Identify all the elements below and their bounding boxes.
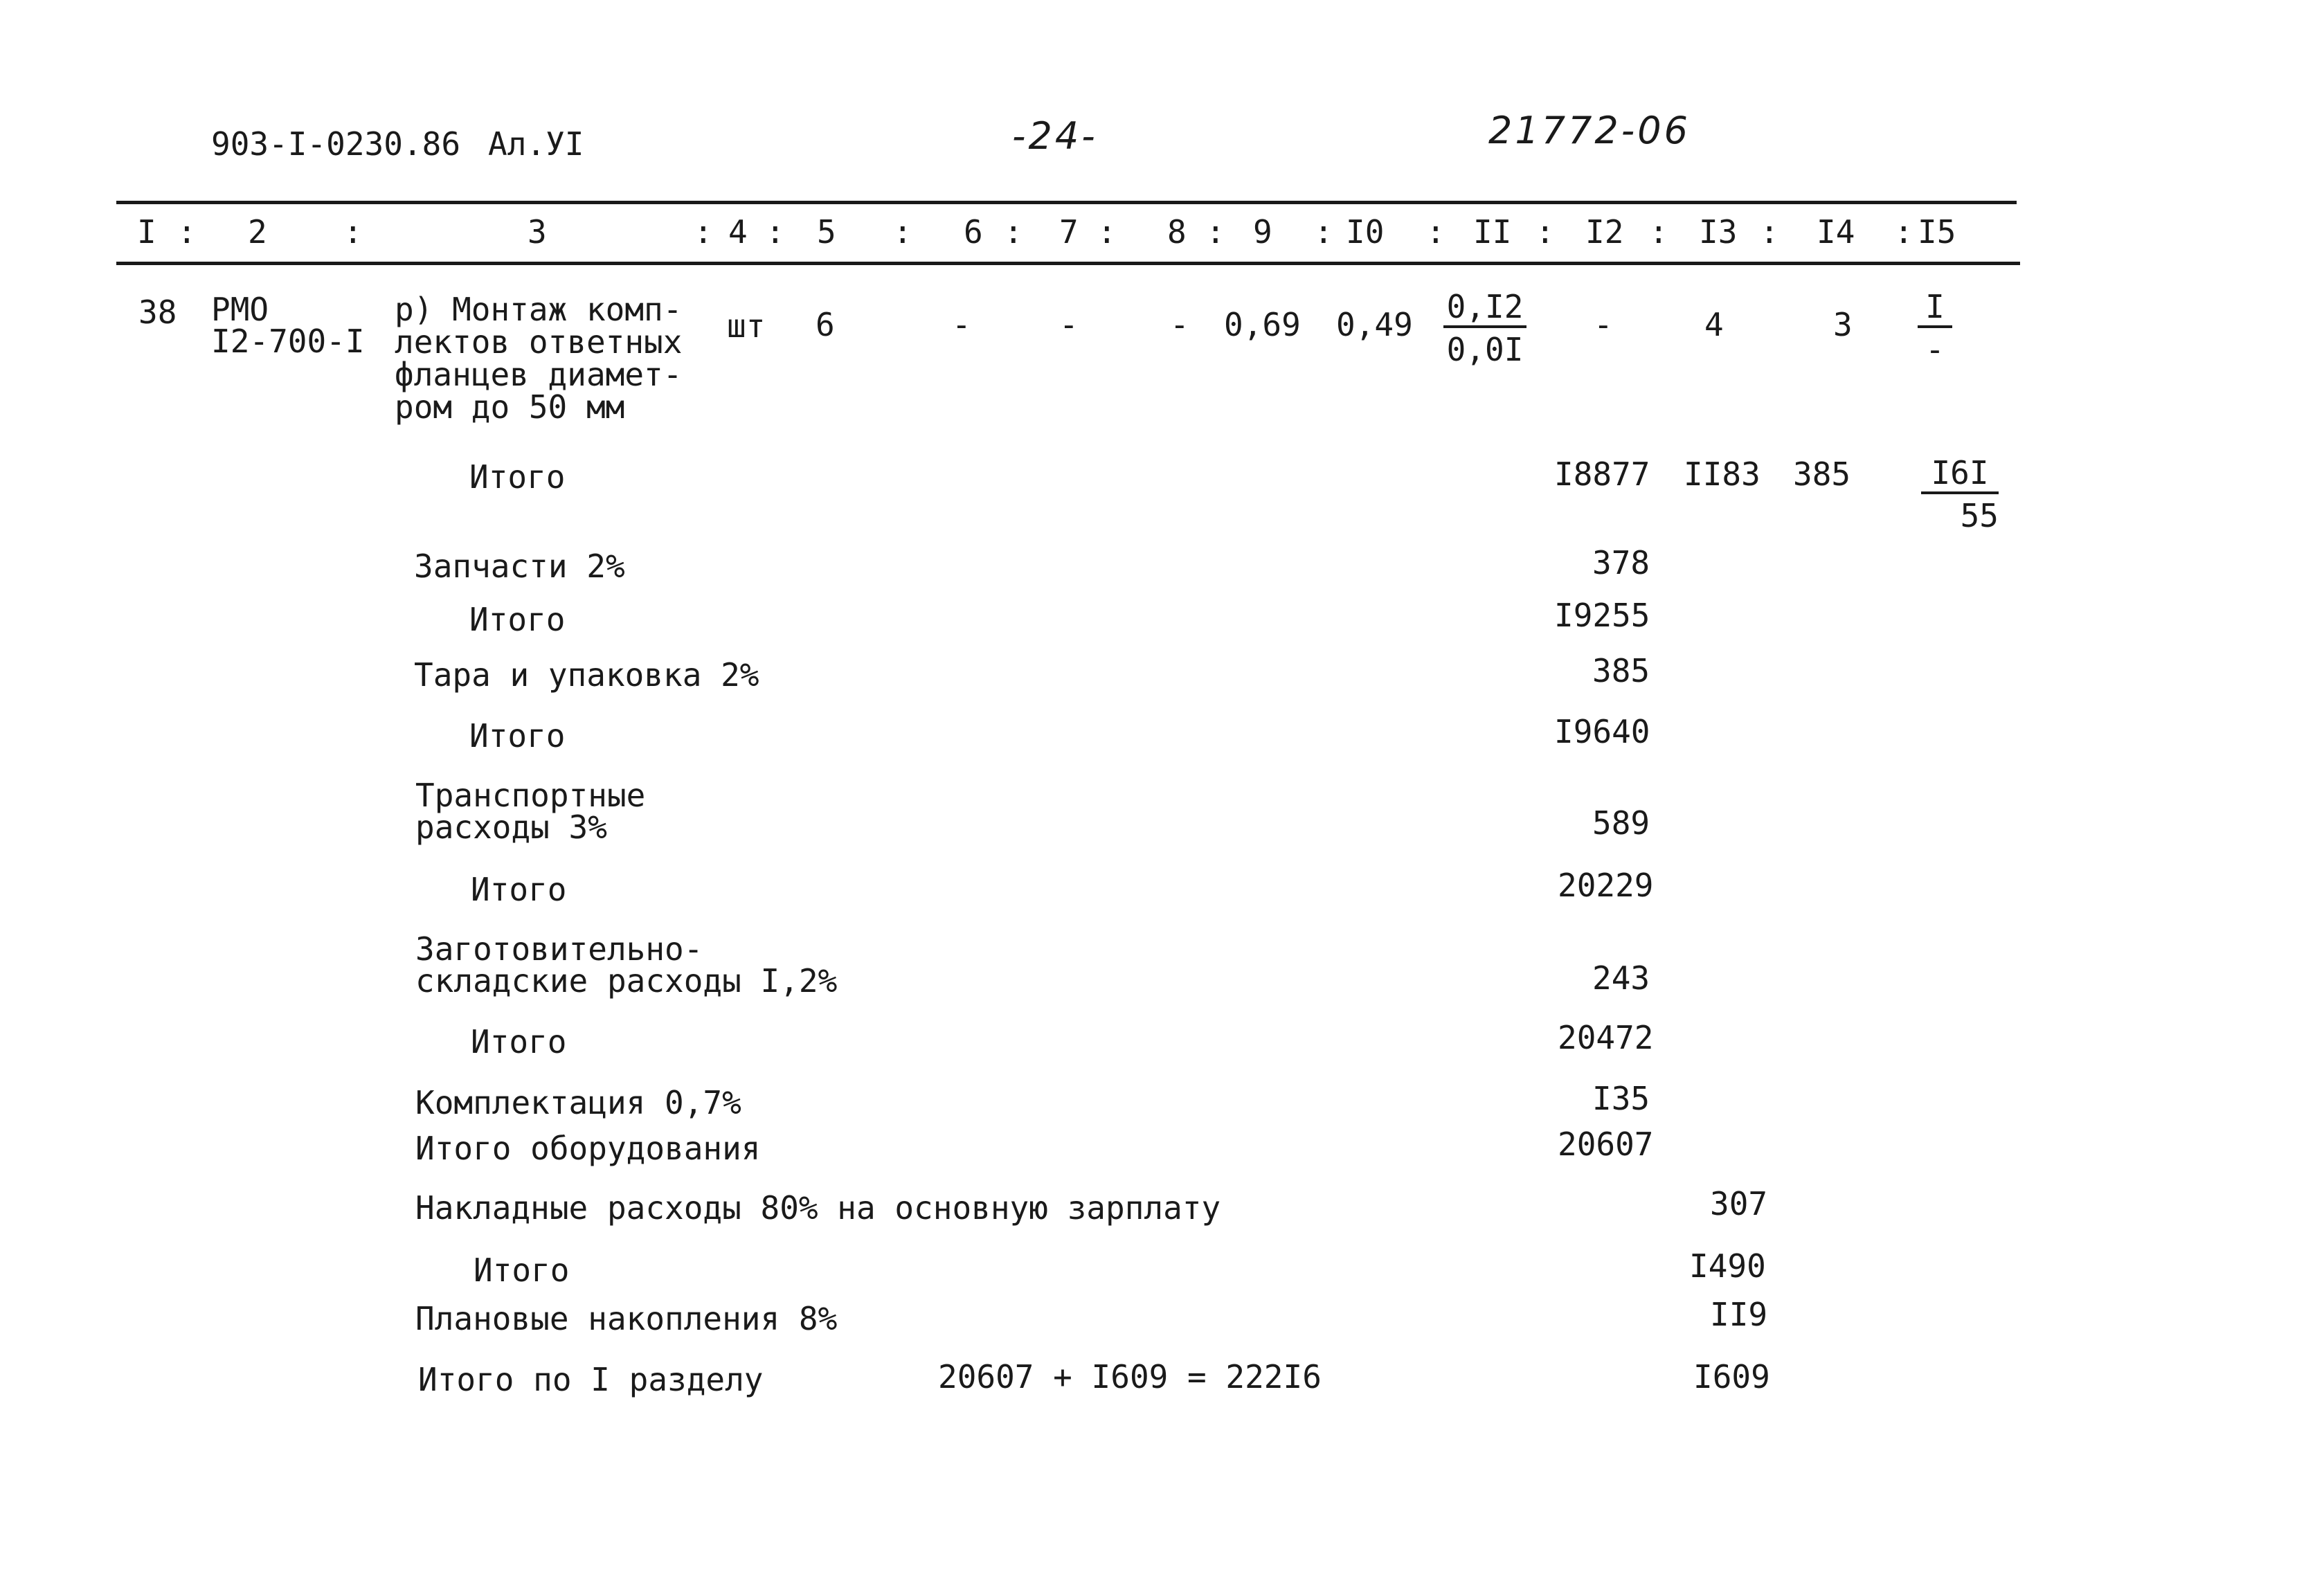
totals-col-13: II83 bbox=[1684, 455, 1760, 493]
album-number: Ал.УI bbox=[488, 125, 584, 163]
column-separator: : bbox=[177, 213, 197, 251]
fraction-denominator: 55 bbox=[1960, 497, 1999, 534]
summary-label: Итого bbox=[471, 1023, 567, 1060]
summary-value: 243 bbox=[1592, 959, 1650, 997]
summary-label: Итого bbox=[474, 1252, 570, 1289]
column-header: 7 bbox=[1059, 213, 1079, 251]
item-col-12: - bbox=[1594, 306, 1613, 343]
summary-value: I609 bbox=[1693, 1358, 1770, 1395]
totals-label: Итого bbox=[469, 458, 566, 496]
description-line: лектов ответных bbox=[395, 323, 683, 361]
summary-label bbox=[415, 777, 646, 846]
document-code: 903-I-0230.86 bbox=[211, 125, 461, 163]
fraction-denominator: - bbox=[1925, 331, 1945, 368]
item-description bbox=[395, 293, 682, 424]
totals-col-15-fraction bbox=[1921, 454, 1999, 534]
column-header: 2 bbox=[248, 213, 267, 251]
description-line: ром до 50 мм bbox=[395, 388, 625, 426]
table-top-rule bbox=[116, 201, 2017, 204]
summary-label: Итого оборудования bbox=[415, 1130, 761, 1167]
column-header: I2 bbox=[1585, 213, 1624, 251]
item-col-14: 3 bbox=[1833, 306, 1853, 343]
summary-label bbox=[415, 930, 838, 1000]
summary-label: Итого по I разделу bbox=[418, 1361, 764, 1398]
summary-label: Итого bbox=[469, 717, 566, 755]
summary-value: 20607 bbox=[1558, 1126, 1654, 1163]
summary-value: 307 bbox=[1710, 1185, 1768, 1222]
summary-value: I9640 bbox=[1554, 713, 1650, 750]
totals-col-12: I8877 bbox=[1554, 455, 1650, 493]
column-separator: : bbox=[1097, 213, 1117, 251]
column-separator: : bbox=[1004, 213, 1023, 251]
column-header: 3 bbox=[528, 213, 547, 251]
column-separator: : bbox=[1426, 213, 1445, 251]
summary-label-line: расходы 3% bbox=[415, 808, 607, 846]
column-separator: : bbox=[1535, 213, 1555, 251]
summary-value: I490 bbox=[1689, 1247, 1766, 1285]
item-quantity: 6 bbox=[816, 306, 835, 343]
item-col-15-fraction bbox=[1918, 288, 1952, 368]
summary-value: 20472 bbox=[1558, 1019, 1654, 1056]
column-header: 9 bbox=[1253, 213, 1272, 251]
column-separator: : bbox=[1206, 213, 1225, 251]
column-header: I5 bbox=[1918, 213, 1956, 251]
summary-label: Тара и упаковка 2% bbox=[414, 656, 759, 694]
description-line: фланцев диамет- bbox=[395, 356, 683, 393]
item-col-8: - bbox=[1170, 306, 1189, 343]
summary-value: II9 bbox=[1710, 1296, 1768, 1333]
summary-label-line: складские расходы I,2% bbox=[415, 962, 838, 1000]
column-header: 5 bbox=[817, 213, 836, 251]
item-unit: шт bbox=[727, 307, 766, 345]
column-header: I bbox=[137, 213, 156, 251]
column-separator: : bbox=[1649, 213, 1668, 251]
column-header: I0 bbox=[1346, 213, 1385, 251]
column-separator: : bbox=[694, 213, 713, 251]
inventory-number: 21772-06 bbox=[1488, 109, 1691, 152]
summary-label: Итого bbox=[469, 601, 566, 638]
summary-value: 589 bbox=[1592, 804, 1650, 842]
column-separator: : bbox=[1760, 213, 1779, 251]
column-separator: : bbox=[1894, 213, 1913, 251]
column-separator: : bbox=[893, 213, 912, 251]
description-line: р) Монтаж комп- bbox=[395, 291, 683, 328]
item-number: 38 bbox=[138, 293, 177, 331]
summary-label-line: Транспортные bbox=[415, 777, 646, 814]
fraction-denominator: 0,0I bbox=[1446, 331, 1524, 368]
column-header: 6 bbox=[964, 213, 983, 251]
summary-value: 20229 bbox=[1558, 867, 1654, 904]
column-header: I4 bbox=[1817, 213, 1855, 251]
column-header: 4 bbox=[728, 213, 748, 251]
totals-col-14: 385 bbox=[1793, 455, 1851, 493]
item-col-7: - bbox=[1059, 306, 1079, 343]
page-number: -24- bbox=[1012, 114, 1098, 158]
summary-value: 385 bbox=[1592, 652, 1650, 689]
item-col-6: - bbox=[952, 306, 971, 343]
summary-label: Итого bbox=[471, 871, 567, 908]
fraction-numerator: 0,I2 bbox=[1443, 291, 1526, 328]
column-separator: : bbox=[343, 213, 363, 251]
table-header-rule bbox=[116, 262, 2020, 265]
column-separator: : bbox=[1314, 213, 1333, 251]
column-header: I3 bbox=[1699, 213, 1738, 251]
summary-value: I35 bbox=[1592, 1080, 1650, 1117]
item-code-line: РМО bbox=[211, 291, 269, 328]
summary-formula: 20607 + I609 = 222I6 bbox=[938, 1358, 1322, 1395]
summary-label-line: Заготовительно- bbox=[415, 930, 703, 968]
fraction-numerator: I6I bbox=[1921, 457, 1999, 494]
item-col-10: 0,49 bbox=[1336, 306, 1413, 343]
summary-label: Плановые накопления 8% bbox=[415, 1300, 838, 1337]
column-header: 8 bbox=[1167, 213, 1187, 251]
summary-label: Запчасти 2% bbox=[414, 548, 625, 585]
fraction-numerator: I bbox=[1918, 291, 1952, 328]
item-code-line: I2-700-I bbox=[211, 323, 365, 360]
item-col-9: 0,69 bbox=[1224, 306, 1301, 343]
column-separator: : bbox=[766, 213, 785, 251]
item-col-13: 4 bbox=[1704, 306, 1724, 343]
summary-label: Комплектация 0,7% bbox=[415, 1084, 741, 1121]
item-col-11-fraction bbox=[1443, 288, 1526, 368]
summary-value: I9255 bbox=[1554, 597, 1650, 634]
summary-label: Накладные расходы 80% на основную зарплату bbox=[415, 1189, 1221, 1227]
summary-value: 378 bbox=[1592, 544, 1650, 581]
column-header: II bbox=[1473, 213, 1512, 251]
